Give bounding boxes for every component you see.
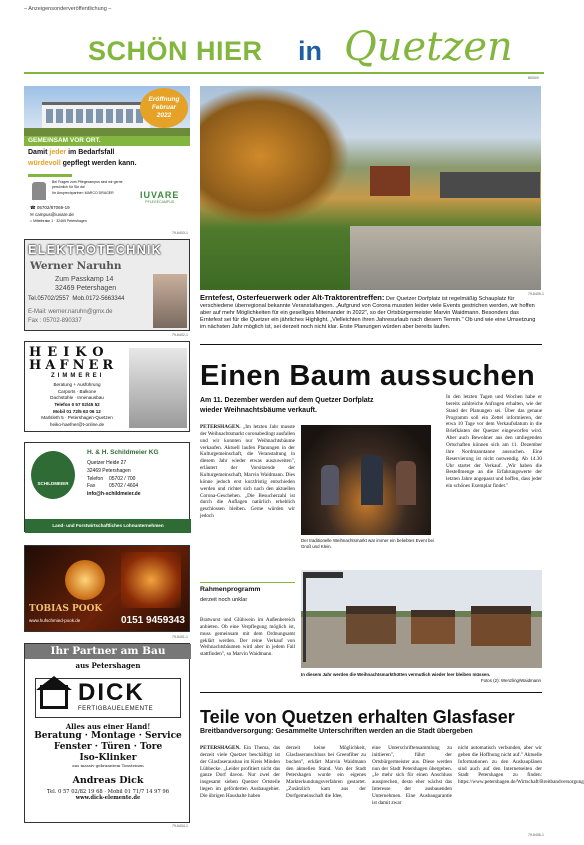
market-photo-2-caption: In diesem Jahr werden die Weihnachtsmarkthütten vermutlich wieder leer bleiben müssen. Fotos (2): Wenzling/Waidmann — [301, 672, 541, 683]
article2-col3: eine Unterschriftensammlung zu initiieren", führt der Ortsbürgermeister aus. Diese werden nun der Stadt Petershagen übergeben. „Je mehr sich für einen Anschluss aussprechen, desto eher wächst das Interesse der ausbauenden Unternehmen. Eine Ausbaugarantie ist damit zwar — [372, 745, 452, 806]
ad5-phone: 0151 9459343 — [121, 615, 185, 626]
rahmen-title: Rahmenprogramm — [200, 586, 261, 593]
ad1-slogan2: würdevoll gepflegt werden kann. — [28, 160, 137, 167]
rahmen-sub: derzeit noch unklar — [200, 597, 248, 603]
article1-col3: In den letzten Tagen und Wochen habe er bereits zahlreiche Anfragen erhalten, wie der Stand der Planungen sei. Über das genaue Programm soll ein Zettel informieren, der etwa 10 Tage vor dem Verkaufsdatum in die Briefkästen der Quetzer eingeworfen wird. Aber auch Bewohner aus den umliegenden Ortschaften können sich am 11. Dezember ihre Nordmanntanne aussuchen. Eine Reservierung ist nicht notwendig. Ab 14.30 Uhr startet der Verkauf. „Wir haben die Bestellmenge an die Erfahrungswerte der letzten Jahre angepasst und hoffen, dass jeder ein schönes Exemplar findet." — [446, 394, 542, 490]
schildmeier-logo: SCHILDMEIER — [31, 451, 75, 499]
ad6-text: Alles aus einer Hand! Beratung · Montage · Service Fenster · Türen · Tore Iso-Klinker aus massiv gebranntem Tonsteinen Andreas Dick Tel. 0 57 02/82 19 68 · Mobil 01 71/7 14 97 96 www.dick-elemente.de — [34, 722, 182, 802]
ad2-phones: Tel.05702/2557 Mob.0172-5663344 — [28, 296, 125, 302]
woodwork-illustration — [129, 348, 187, 428]
ad1-contact-text: Bei Fragen zum Pflegecampus sind wir gerne persönlich für Sie da! Ihr Ansprechpartner: MARCO DRAGER — [52, 180, 123, 195]
ad2-contact: E-Mail: werner.naruhn@gmx.de Fax : 05702-890337 — [28, 309, 113, 324]
article1-col1b: Bratwurst und Glühwein im Außenbereich anbieten. Ob eine Verpflegung möglich ist, muss gemeinsam mit dem Ordnungsamt geklärt werden. Der reine Verkauf von Weihnachtsbäumen wird aber in jedem Fall stattfinden", so Marvin Waidmann. — [200, 617, 295, 658]
ad-code: 79-6404-1 — [172, 824, 188, 828]
header-part1: SCHÖN HIER — [88, 36, 263, 66]
article1-title: Einen Baum aussuchen — [200, 360, 536, 392]
ad2-address: Zum Passkamp 14 32469 Petershagen — [55, 276, 117, 293]
article2-col2: derzeit keine Möglichkeit, Glasfaseranschluss bei Greenfiber zu buchen", erklärt Marvin Waidmann den aktuellen Stand. Von der Stadt Petershagen wurde ein eigenes Markterkundungsverfahren gestartet. „Zusätzlich kam aus der Dorfgemeinschaft die Idee, — [286, 745, 366, 800]
person-photo — [153, 274, 187, 328]
dick-logo: DICK FERTIGBAUELEMENTE — [35, 678, 181, 718]
opening-badge: Eröffnung Februar 2022 — [140, 88, 188, 128]
contact-photo — [32, 182, 46, 200]
header-rule — [24, 72, 544, 74]
ad1-details: ☎ 05702/87069-19 ✉ campus@iuvare.de ⌂ Mittelbrake 1 · 32469 Petershagen — [30, 205, 87, 223]
ad2-name: Werner Naruhn — [30, 260, 122, 272]
article1-col1: PETERSHAGEN. „Im letzten Jahr musste der Weihnachtsmarkt coronabedingt ausfallen und wir konnten nur Weihnachtsbäume verkaufen. Aktuell laufen Planungen in der Kulturgemeinschaft, die Veranstaltung in diesem Jahr wieder etwas auszuweiten", erläutert der Vorsitzende der Kulturgemeinschaft, Marvin Waidmann. Dies könne jedoch erst kurzfristig entschieden werden und richtet sich nach den aktuellen Corona-Geschehen. „Die Besucherzahl ist durch die Auflagen natürlich erheblich geschlossen bleiben. Gerne würden wir jedoch — [200, 424, 295, 520]
ad3-w1: HEIKO — [29, 345, 110, 360]
ad5-name: TOBIAS POOK — [29, 604, 103, 614]
ad1-slogan1: Damit jeder im Bedarfsfall — [28, 149, 115, 156]
article2-lead: Breitbandversorgung: Gesammelte Unterschriften werden an die Stadt übergeben — [200, 728, 473, 735]
ad3-text: Beratung + Ausführung Carports · Balkone Dachstühle · Innenausbau Telefon 0 57 02/45 52 Mobil 01 72/5 63 06 12 Marlsleth 5 · Petershagen-Quetzen heiko-haefner@t-online.de — [41, 382, 113, 427]
top-line: – Anzeigensonderveröffentlichung – — [24, 6, 112, 12]
page-header — [88, 24, 548, 68]
ad-hafner — [24, 341, 190, 432]
horseshoe-image — [65, 560, 105, 600]
ad1-banner: GEMEINSAM VOR ORT. — [24, 136, 190, 146]
ad4-name: H. & H. Schildmeier KG — [87, 449, 159, 456]
iuvare-logo: IUVARE PFLEGECAMPUS — [140, 190, 180, 204]
ad-pook — [24, 545, 190, 632]
code-label: 8000/0 — [528, 76, 539, 80]
article1-lead: Am 11. Dezember werden auf dem Quetzer Dorfplatz wieder Weihnachtsbäume verkauft. — [200, 397, 374, 414]
ad6-city: aus Petershagen — [75, 661, 141, 670]
ad-code: 79-6402-1 — [172, 333, 188, 337]
photo1-caption: Erntefest, Osterfeuerwerk oder Alt-Traktorentreffen: Der Quetzer Dorfplatz ist regelmäßig Schauplatz für verschiedene überregional bekannte Veranstaltungen. „Aufgrund von Corona mussten leider viele Events gestrichen werden, wir hoffen aber auf mehr Möglichkeiten für ein geselliges Miteinander in 2022", so der Ortsbürgermeister Marvin Waidmann. Besonders das Erntefest sei für die Quetzer ein jährliches Highlight. „Vielleichten ihren Jahresurlaub nach diesem Termin." Ob und wie eine Umsetzung im nächsten Jahr möglich ist, sei derzeit noch nicht klar. Erste Planungen würden aber bereits laufen. — [200, 293, 536, 330]
ad-dick — [24, 643, 190, 823]
ad2-title: ELEKTROTECHNIK — [28, 242, 162, 257]
ad-code: 79-6403-1 — [172, 231, 188, 235]
header-part3: Quetzen — [344, 24, 513, 70]
market-photo-1 — [301, 425, 431, 535]
ad3-w3: ZIMMEREI — [51, 373, 105, 379]
article2-col4: nicht automatisch verbunden, aber wir geben die Hoffnung nicht auf." Aktuelle Informationen zu den Ausbauplänen sind auch auf den Internetseiten der Stadt Petershagen zu finden: https://www.petershagen.de/Wirtschaft/Breitbandversorgung — [458, 745, 584, 786]
article2-title: Teile von Quetzen erhalten Glasfaser — [200, 707, 515, 727]
ad6-top: Ihr Partner am Bau — [25, 644, 191, 659]
ad3-w2: HAFNER — [29, 358, 118, 373]
ad4-footer: Land- und Forstwirtschaftliches Lohnunternehmen — [25, 519, 191, 533]
market-photo-1-caption: Der traditionelle Weihnachtsmarkt war immer ein beliebtes Event bei Groß und Klein. — [301, 538, 434, 549]
ad-code: 79-6401-1 — [172, 635, 188, 639]
article2-col1: PETERSHAGEN. Ein Thema, das derzeit viele Quetzer beschäftigt ist der Glasfaserausbau im Kreis Minden Lübbecke. „Leider profitiert nicht das ganze Dorf davon. Nur zwei der insgesamt sieben Quetzer Ortsteile liegen im geförderten Ausbaugebiet. Die übrigen Haushalte haben — [200, 745, 280, 800]
ad-schildmeier — [24, 442, 190, 532]
header-part2: in — [298, 36, 322, 66]
market-photo-2 — [301, 570, 542, 668]
ad-elektrotechnik — [24, 239, 190, 331]
photo-code: 79-6405-1 — [528, 292, 544, 296]
ad-iuvare — [24, 86, 190, 228]
article-code: 79-6406-1 — [528, 833, 544, 837]
dorfplatz-photo — [200, 86, 541, 290]
ad4-address: Quetzer Heide 27 32469 Petershagen Telefon 05702 / 700 Fax 05702 / 4604 info@h-schildmeier.de — [87, 460, 141, 497]
ad5-web: www.hufschmied-pook.de — [29, 618, 81, 623]
horse-image — [121, 552, 181, 608]
